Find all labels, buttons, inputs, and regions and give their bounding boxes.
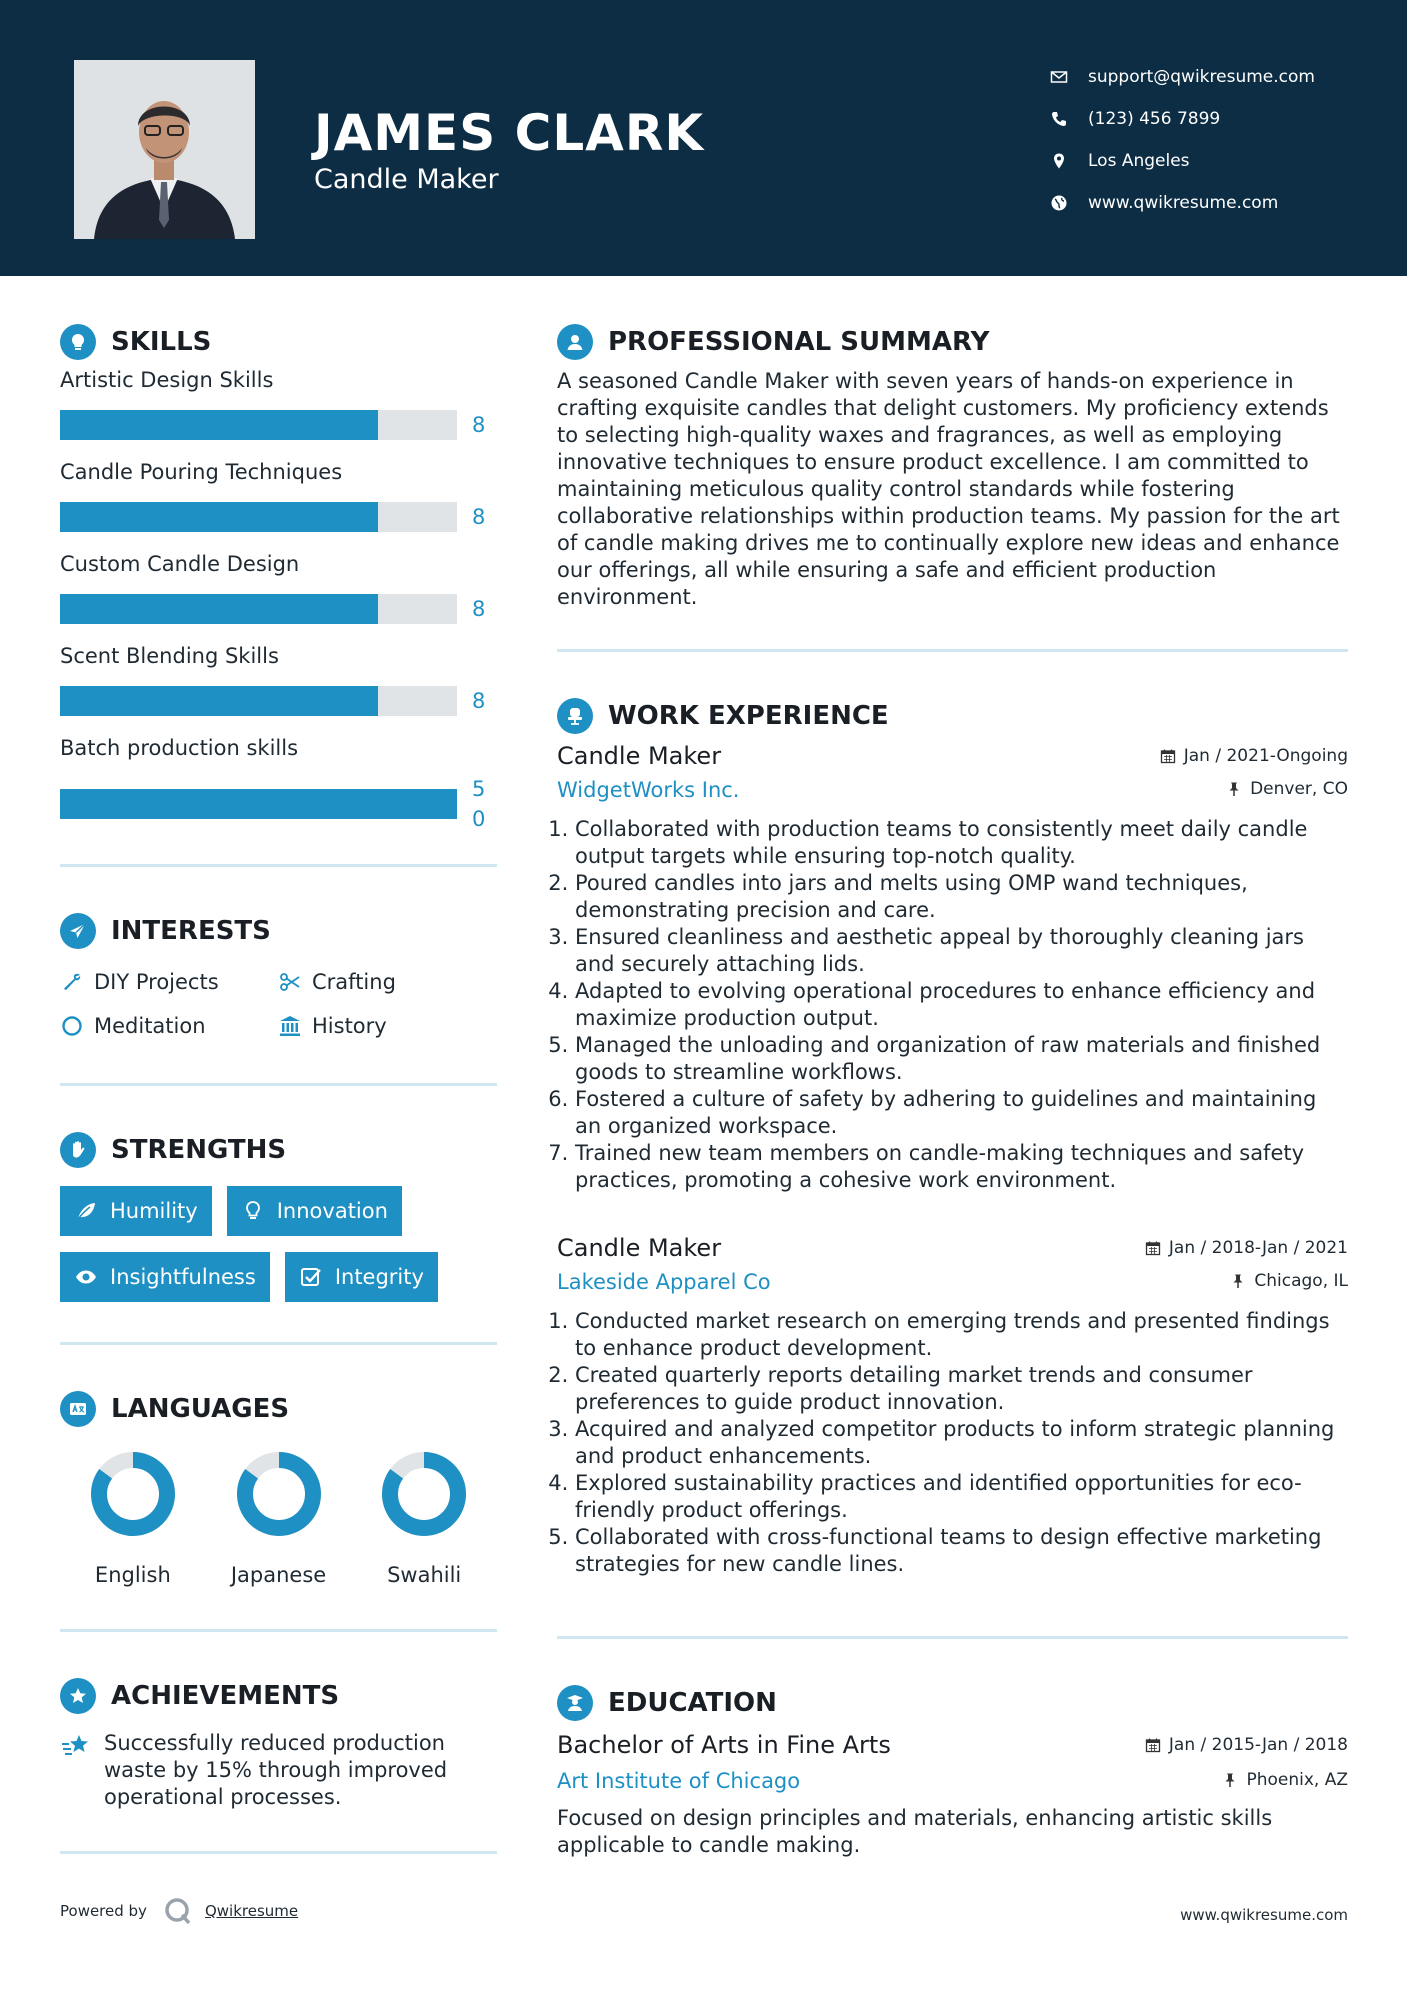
skill-value: 8 (472, 597, 486, 621)
job-title: Candle Maker (557, 1234, 722, 1262)
phone-icon (1050, 110, 1068, 128)
paper-plane-section-icon (60, 913, 96, 949)
star-icon (67, 1685, 89, 1707)
education-entry (557, 1731, 1348, 1859)
footer-powered-by (60, 1896, 298, 1926)
job-company: Lakeside Apparel Co (557, 1270, 771, 1294)
job-location-text: Denver, CO (1250, 779, 1348, 799)
strengths-heading (60, 1130, 497, 1170)
skill-bar-track (60, 410, 457, 440)
languages-title: LANGUAGES (111, 1394, 290, 1424)
skill-item (60, 644, 497, 730)
skill-item (60, 460, 497, 546)
skill-row (60, 396, 497, 454)
job-bullets (557, 1308, 1348, 1578)
strength-chip (285, 1252, 438, 1302)
calendar-icon (1145, 1240, 1161, 1256)
job-subheader (557, 1270, 1348, 1294)
languages-list (60, 1449, 497, 1587)
education-header (557, 1731, 1348, 1759)
experience-section (557, 696, 1348, 1639)
contact-list (1050, 56, 1390, 224)
education-section (557, 1683, 1348, 1859)
profile-photo (74, 60, 255, 239)
wrench-icon (60, 970, 84, 994)
pushpin-icon (1222, 1772, 1238, 1788)
left-column (60, 322, 497, 1854)
education-heading (557, 1683, 1348, 1723)
skill-bar-track (60, 594, 457, 624)
envelope-icon (1050, 68, 1068, 86)
powered-by-label: Powered by (60, 1902, 147, 1920)
job-bullet: 2. Poured candles into jars and melts using OMP wand techniques, demonstrating precision and care. (575, 870, 1348, 924)
skill-name: Candle Pouring Techniques (60, 460, 343, 484)
achievements-title: ACHIEVEMENTS (111, 1681, 340, 1711)
interests-title: INTERESTS (111, 916, 271, 946)
portrait-image (74, 60, 255, 239)
section-divider (557, 649, 1348, 652)
strength-label: Insightfulness (110, 1265, 256, 1289)
contact-website-text: www.qwikresume.com (1088, 193, 1279, 213)
skill-row (60, 488, 497, 546)
job-bullet: 6. Fostered a culture of safety by adhering to guidelines and maintaining an organized workspace. (575, 1086, 1348, 1140)
resume-header (0, 0, 1407, 276)
skill-value: 8 (472, 689, 486, 713)
interest-label: Meditation (94, 1014, 206, 1038)
right-column (557, 322, 1348, 1859)
skill-value: 50 (472, 777, 486, 831)
qwikresume-link[interactable]: Qwikresume (204, 1902, 299, 1920)
degree-title: Bachelor of Arts in Fine Arts (557, 1731, 891, 1759)
skill-row (60, 580, 497, 638)
experience-title: WORK EXPERIENCE (608, 701, 889, 731)
education-text: Focused on design principles and materials, enhancing artistic skills applicable to candle making. (557, 1806, 1273, 1857)
skill-item (60, 552, 497, 638)
achievement-text: Successfully reduced production waste by 15% through improved operational processes. (104, 1731, 448, 1809)
language-name: English (94, 1563, 171, 1587)
leaf-icon (74, 1199, 98, 1223)
strength-label: Innovation (276, 1199, 388, 1223)
interest-item (60, 967, 278, 997)
job-header (557, 742, 1348, 770)
job-bullet: 5. Collaborated with cross-functional teams to design effective marketing strategies for new candle lines. (575, 1524, 1348, 1578)
skills-section (60, 322, 497, 867)
candidate-name: JAMES CLARK (314, 104, 705, 162)
language-item (60, 1449, 206, 1587)
lightbulb-icon (241, 1199, 265, 1223)
skill-row (60, 764, 497, 844)
calendar-icon (1145, 1737, 1161, 1753)
language-item (206, 1449, 352, 1587)
job-bullet: 3. Acquired and analyzed competitor products to inform strategic planning and product enhancements. (575, 1416, 1348, 1470)
interests-section (60, 911, 497, 1086)
job-bullet: 2. Created quarterly reports detailing market trends and consumer preferences to guide product innovation. (575, 1362, 1348, 1416)
skill-value: 8 (472, 505, 486, 529)
achievements-section (60, 1676, 497, 1854)
job-bullet: 7. Trained new team members on candle-making techniques and safety practices, promoting a cohesive work environment. (575, 1140, 1348, 1194)
job-bullet: 1. Conducted market research on emerging trends and presented findings to enhance product development. (575, 1308, 1348, 1362)
candidate-role: Candle Maker (314, 164, 499, 195)
interests-heading (60, 911, 497, 951)
skill-bar-track (60, 502, 457, 532)
job-header (557, 1234, 1348, 1262)
interest-item (278, 967, 496, 997)
summary-text: A seasoned Candle Maker with seven years of hands-on experience in crafting exquisite candles that delight customers. My proficiency extends to selecting high-quality waxes and fragrances, as well as employing innovative techniques to ensure product excellence. I am committed to maintaining meticulous quality control standards while fostering collaborative relationships within production teams. My passion for the art of candle making drives me to continually explore new ideas and enhance our offerings, all while ensuring a safe and efficient production environment. (557, 369, 1340, 609)
language-ring (234, 1449, 324, 1539)
user-icon (564, 331, 586, 353)
education-location-text: Phoenix, AZ (1246, 1770, 1348, 1790)
achievement-item (60, 1730, 497, 1811)
skill-item (60, 736, 497, 844)
contact-email[interactable] (1050, 56, 1390, 98)
circle-icon (60, 1014, 84, 1038)
strength-chip (60, 1252, 270, 1302)
skill-bar-track (60, 789, 457, 819)
user-section-icon (557, 324, 593, 360)
skill-name: Custom Candle Design (60, 552, 300, 576)
section-divider (60, 1851, 497, 1854)
qwikresume-logo-icon (163, 1896, 193, 1926)
job-bullets (557, 816, 1348, 1194)
job-location-text: Chicago, IL (1254, 1271, 1348, 1291)
shooting-star-icon (60, 1730, 92, 1762)
skill-bar-fill (60, 594, 378, 624)
strength-label: Integrity (334, 1265, 424, 1289)
skills-heading (60, 322, 497, 362)
languages-heading (60, 1389, 497, 1429)
pushpin-icon (1230, 1273, 1246, 1289)
job-bullet: 5. Managed the unloading and organization of raw materials and finished goods to streamline workflows. (575, 1032, 1348, 1086)
education-location (1222, 1770, 1348, 1790)
chair-icon (564, 705, 586, 727)
skill-name: Scent Blending Skills (60, 644, 279, 668)
strengths-title: STRENGTHS (111, 1135, 287, 1165)
museum-icon (278, 1014, 302, 1038)
skills-list (60, 368, 497, 844)
skill-bar-track (60, 686, 457, 716)
strengths-list (60, 1186, 497, 1318)
job-title: Candle Maker (557, 742, 722, 770)
summary-section (557, 322, 1348, 652)
paper-plane-icon (67, 920, 89, 942)
contact-location-text: Los Angeles (1088, 151, 1190, 171)
briefcase-section-icon (557, 698, 593, 734)
job-company: WidgetWorks Inc. (557, 778, 740, 802)
graduate-icon (564, 1692, 586, 1714)
checkbox-icon (299, 1265, 323, 1289)
hand-section-icon (60, 1132, 96, 1168)
language-icon (67, 1398, 89, 1420)
education-subheader (557, 1769, 1348, 1793)
lightbulb-icon (67, 331, 89, 353)
language-name: Japanese (230, 1563, 327, 1587)
summary-title: PROFESSIONAL SUMMARY (608, 327, 990, 357)
job-location (1230, 1271, 1348, 1291)
job-dates-text: Jan / 2018-Jan / 2021 (1168, 1238, 1348, 1258)
pushpin-icon (1226, 781, 1242, 797)
education-dates (1145, 1735, 1348, 1755)
school-name: Art Institute of Chicago (557, 1769, 801, 1793)
lightbulb-section-icon (60, 324, 96, 360)
skill-bar-fill (60, 410, 378, 440)
map-pin-icon (1050, 152, 1068, 170)
language-ring (379, 1449, 469, 1539)
contact-website[interactable] (1050, 182, 1390, 224)
interest-item (278, 1011, 496, 1041)
skill-value: 8 (472, 413, 486, 437)
eye-icon (74, 1265, 98, 1289)
section-divider (60, 1083, 497, 1086)
skill-row (60, 672, 497, 730)
section-divider (60, 1629, 497, 1632)
job-entry (557, 1234, 1348, 1578)
interest-label: DIY Projects (94, 970, 219, 994)
interest-label: Crafting (312, 970, 396, 994)
language-item (351, 1449, 497, 1587)
skill-bar-fill (60, 686, 378, 716)
contact-email-text: support@qwikresume.com (1088, 67, 1315, 87)
education-title: EDUCATION (608, 1688, 777, 1718)
strength-chip (227, 1186, 402, 1236)
star-section-icon (60, 1678, 96, 1714)
job-subheader (557, 778, 1348, 802)
language-name: Swahili (387, 1563, 462, 1587)
job-bullet: 4. Explored sustainability practices and identified opportunities for eco-friendly product offerings. (575, 1470, 1348, 1524)
skills-title: SKILLS (111, 327, 212, 357)
job-bullet: 1. Collaborated with production teams to consistently meet daily candle output targets while ensuring top-notch quality. (575, 816, 1348, 870)
job-dates (1145, 1238, 1348, 1258)
hand-icon (67, 1139, 89, 1161)
skill-name: Artistic Design Skills (60, 368, 274, 392)
strength-label: Humility (110, 1199, 198, 1223)
skill-name: Batch production skills (60, 736, 299, 760)
contact-phone-text: (123) 456 7899 (1088, 109, 1221, 129)
language-section-icon (60, 1391, 96, 1427)
strengths-section (60, 1130, 497, 1345)
footer-site[interactable]: www.qwikresume.com (1180, 1906, 1348, 1924)
section-divider (60, 1342, 497, 1345)
job-bullet: 4. Adapted to evolving operational procedures to enhance efficiency and maximize production output. (575, 978, 1348, 1032)
section-divider (60, 864, 497, 867)
section-divider (557, 1636, 1348, 1639)
languages-section (60, 1389, 497, 1632)
achievements-heading (60, 1676, 497, 1716)
skill-item (60, 368, 497, 454)
interest-item (60, 1011, 278, 1041)
summary-heading (557, 322, 1348, 362)
contact-location (1050, 140, 1390, 182)
scissors-icon (278, 970, 302, 994)
job-bullet: 3. Ensured cleanliness and aesthetic appeal by thoroughly cleaning jars and securely attaching lids. (575, 924, 1348, 978)
calendar-icon (1160, 748, 1176, 764)
contact-phone[interactable] (1050, 98, 1390, 140)
job-dates-text: Jan / 2021-Ongoing (1183, 746, 1348, 766)
language-ring (88, 1449, 178, 1539)
interests-list (60, 967, 497, 1041)
strength-chip (60, 1186, 212, 1236)
education-dates-text: Jan / 2015-Jan / 2018 (1168, 1735, 1348, 1755)
job-entry (557, 742, 1348, 1194)
interest-label: History (312, 1014, 387, 1038)
experience-heading (557, 696, 1348, 736)
graduate-section-icon (557, 1685, 593, 1721)
skill-bar-fill (60, 789, 457, 819)
skill-bar-fill (60, 502, 378, 532)
job-dates (1160, 746, 1348, 766)
globe-icon (1050, 194, 1068, 212)
job-location (1226, 779, 1348, 799)
